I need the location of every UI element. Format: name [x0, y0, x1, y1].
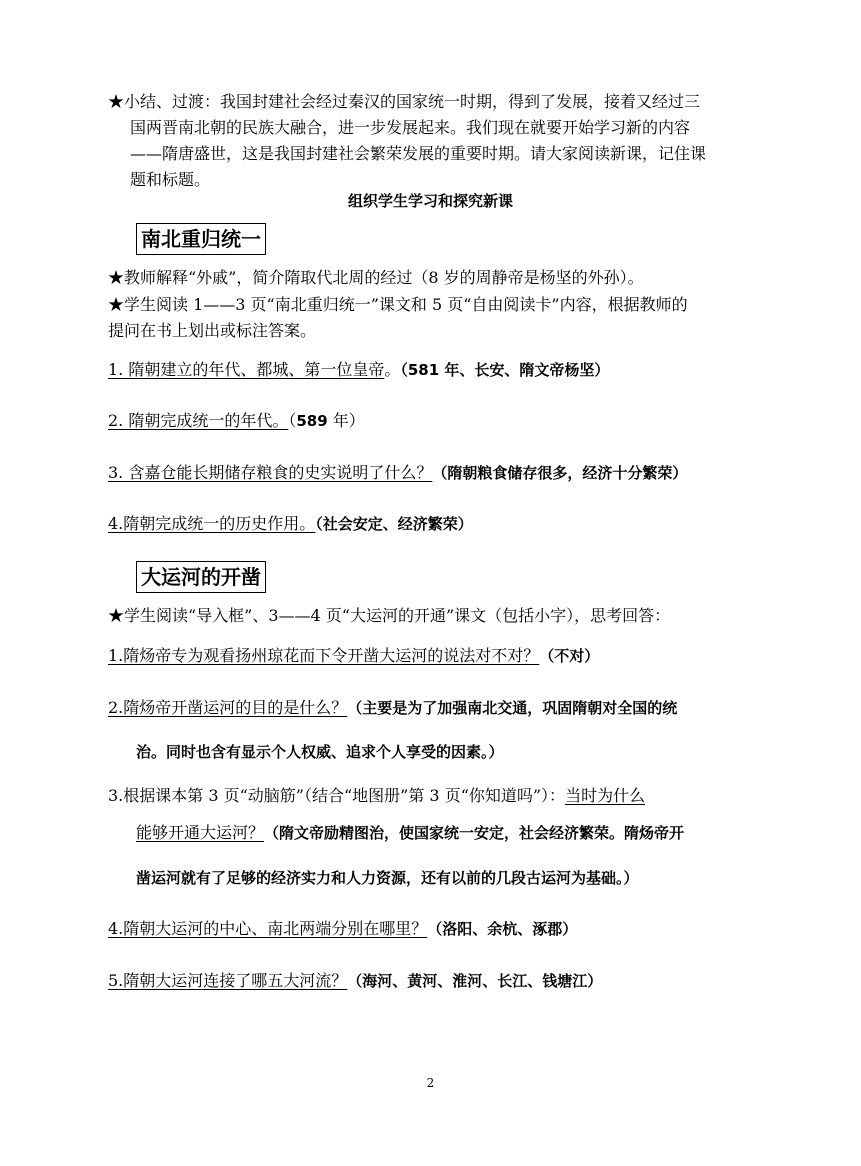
answer-open: （ [288, 411, 297, 430]
section2-note: ★学生阅读“导入框”、3——4 页“大运河的开通”课文（包括小字），思考回答： [108, 606, 671, 625]
page-number: 2 [426, 1076, 435, 1090]
answer-text: （581 年、长安、隋文帝杨坚） [400, 361, 610, 379]
section1-note2a: ★学生阅读 1——3 页“南北重归统一”课文和 5 页“自由阅读卡”内容，根据教师的 [108, 295, 688, 314]
canal-question-1 [108, 645, 599, 667]
question-text: 2.隋炀帝开凿运河的目的是什么？ [108, 698, 348, 717]
intro-line-2: 国两晋南北朝的民族大融合，进一步发展起来。我们现在就要开始学习新的内容 [130, 118, 691, 137]
question-item-1 [108, 359, 609, 381]
section1-heading: 南北重归统一 [136, 223, 266, 255]
section1-note1: ★教师解释“外戚”，简介隋取代北周的经过（8 岁的周静帝是杨坚的外孙）。 [108, 268, 644, 287]
question-tail: 。 [384, 360, 401, 379]
canal-answer-3-cont [136, 867, 639, 889]
question-prefix: 3.根据课本第 3 页“动脑筋”（结合“地图册”第 3 页“你知道吗”）： [108, 786, 566, 805]
answer-text: 凿运河就有了足够的经济实力和人力资源，还有以前的几段古运河为基础。） [136, 869, 639, 887]
answer-text: （不对） [539, 647, 600, 665]
canal-question-4 [108, 918, 577, 940]
section-title: 组织学生学习和探究新课 [347, 192, 513, 210]
section2-heading: 大运河的开凿 [136, 561, 266, 593]
answer-text: （主要是为了加强南北交通，巩固隋朝对全国的统 [347, 699, 678, 717]
answer-text: （隋文帝励精图治，使国家统一安定，社会经济繁荣。隋炀帝开 [264, 824, 685, 842]
question-text: 2. 隋朝完成统一的年代。 [108, 411, 289, 430]
question-text: 4.隋朝完成统一的历史作用。 [108, 514, 316, 533]
intro-paragraph [108, 89, 798, 193]
question-text: 能够开通大运河？ [136, 823, 265, 842]
question-item-3 [108, 462, 687, 484]
question-text: 1. 隋朝建立的年代、都城、第一位皇帝 [108, 360, 385, 379]
canal-question-2 [108, 697, 677, 719]
canal-question-3-cont [136, 822, 684, 844]
answer-year: 589 [296, 412, 328, 430]
intro-line-1: ★小结、过渡：我国封建社会经过秦汉的国家统一时期，得到了发展，接着又经过三 [108, 92, 701, 111]
canal-answer-2-cont [136, 741, 504, 763]
answer-close: 年） [327, 411, 365, 430]
question-item-4 [108, 513, 473, 535]
canal-question-3 [108, 785, 645, 807]
answer-text: 治。同时也含有显示个人权威、追求个人享受的因素。） [136, 743, 504, 761]
section1-note2b: 提问在书上划出或标注答案。 [108, 321, 317, 340]
question-text: 1.隋炀帝专为观看扬州琼花而下令开凿大运河的说法对不对？ [108, 646, 540, 665]
answer-text: （社会安定、经济繁荣） [315, 515, 473, 533]
answer-text: （隋朝粮食储存很多，经济十分繁荣） [432, 464, 688, 482]
intro-line-4: 题和标题。 [130, 170, 211, 189]
question-item-2 [108, 410, 365, 432]
answer-text: （海河、黄河、淮河、长江、钱塘江） [347, 972, 603, 990]
question-text: 4.隋朝大运河的中心、南北两端分别在哪里？ [108, 919, 428, 938]
question-text: 3. 含嘉仓能长期储存粮食的史实说明了什么？ [108, 463, 433, 482]
question-text: 5.隋朝大运河连接了哪五大河流？ [108, 971, 348, 990]
canal-question-5 [108, 970, 602, 992]
answer-text: （洛阳、余杭、涿郡） [427, 920, 578, 938]
question-text: 当时为什么 [565, 786, 646, 805]
intro-line-3: ——隋唐盛世，这是我国封建社会繁荣发展的重要时期。请大家阅读新课，记住课 [130, 144, 707, 163]
